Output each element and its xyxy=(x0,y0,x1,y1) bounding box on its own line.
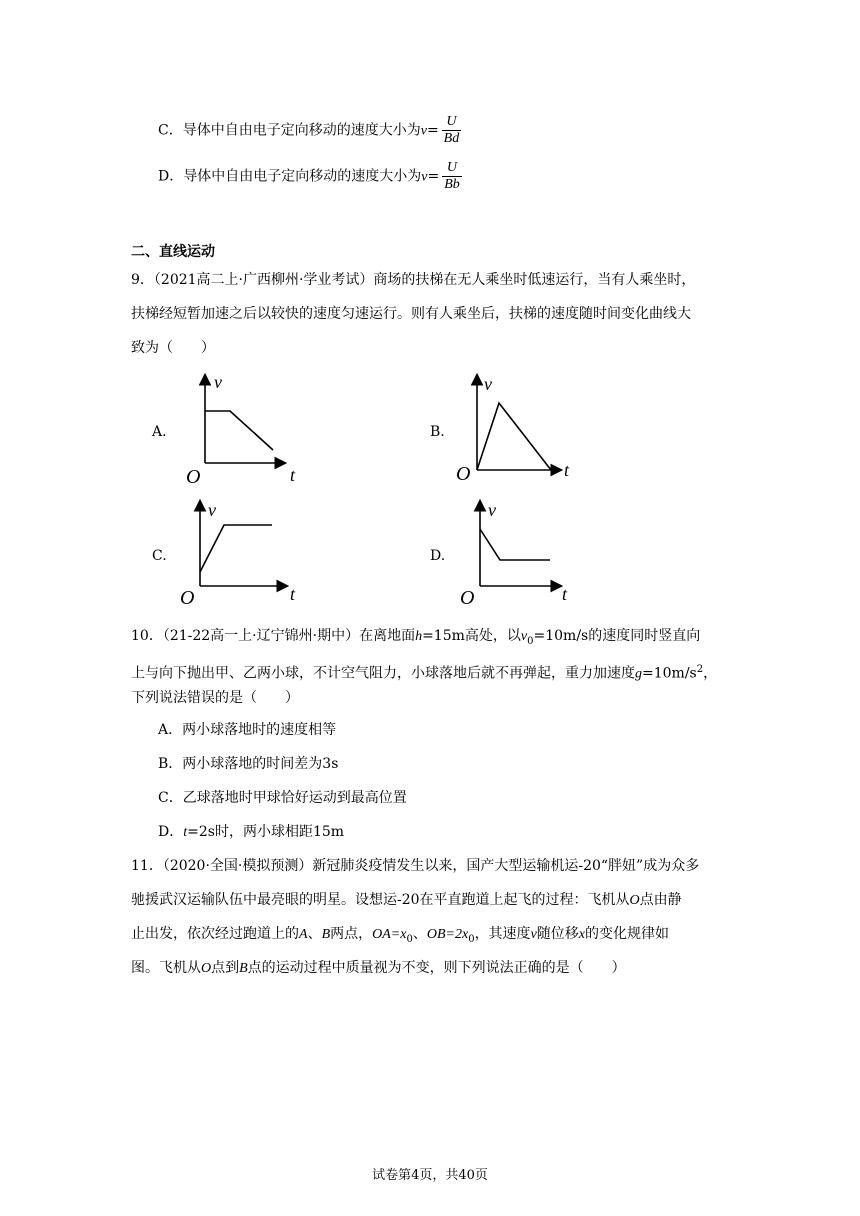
velocity-curve xyxy=(200,525,272,572)
fraction-denominator: Bd xyxy=(443,131,460,146)
q9-line-2: 扶梯经短暂加速之后以较快的速度匀速运行。则有人乘坐后，扶梯的速度随时间变化曲线大 xyxy=(131,306,691,322)
fraction-denominator: Bb xyxy=(444,177,460,192)
q9-line-1: 9．（2021高二上·广西柳州·学业考试）商场的扶梯在无人乘坐时低速运行，当有人乘坐时， xyxy=(131,272,696,288)
point-b-symbol: B xyxy=(239,961,248,976)
q11-line-3 xyxy=(131,924,669,950)
v-axis-label: v xyxy=(488,500,496,520)
q11-text-b: 点由静 xyxy=(639,892,682,908)
point-o-symbol: O xyxy=(201,961,212,976)
time-symbol: t xyxy=(183,825,188,840)
q11-line-4 xyxy=(131,958,626,979)
velocity-curve xyxy=(480,529,550,560)
option-c-graph xyxy=(178,496,308,615)
option-label: B． xyxy=(158,756,183,772)
option-text: =2s时，两小球相距15m xyxy=(187,824,345,840)
origin-label: O xyxy=(460,587,475,609)
q10-text-c: =10m/s的速度同时竖直向 xyxy=(533,628,701,644)
q10-text-d: 上与向下抛出甲、乙两小球，不计空气阻力，小球落地后就不再弹起，重力加速度 xyxy=(131,665,635,682)
point-b-symbol: B xyxy=(321,927,331,942)
displacement-symbol: x xyxy=(578,927,585,942)
option-text: 两小球落地时的速度相等 xyxy=(182,722,337,738)
oa-symbol: OA xyxy=(372,927,391,942)
option-text: 导体中自由电子定向移动的速度大小为 xyxy=(183,168,422,185)
v-axis-label: v xyxy=(214,372,222,392)
t-axis-label: t xyxy=(290,465,296,485)
fraction-numerator: U xyxy=(442,160,462,177)
q10-line-3: 下列说法错误的是（ ） xyxy=(131,690,299,706)
option-label: C． xyxy=(158,790,183,806)
option-a-graph xyxy=(180,368,310,492)
point-a-symbol: A xyxy=(299,927,308,942)
t-axis-label: t xyxy=(564,460,570,480)
v-axis-label: v xyxy=(208,500,216,520)
q11-text-d: 两点， xyxy=(330,926,373,942)
velocity-symbol: v xyxy=(420,123,427,139)
separator: 、 xyxy=(307,926,322,942)
velocity-symbol: v xyxy=(421,169,428,185)
initial-velocity-symbol: v xyxy=(520,629,528,644)
separator: 、 xyxy=(412,926,427,942)
gravity-symbol: g xyxy=(635,666,642,682)
t-axis-label: t xyxy=(290,584,296,604)
v-axis-label: v xyxy=(484,374,492,394)
q10-text-a: 10．（21-22高一上·辽宁锦州·期中）在离地面 xyxy=(131,628,416,644)
velocity-curve xyxy=(205,411,273,450)
t-axis-label: t xyxy=(562,584,568,604)
q10-line-2 xyxy=(131,660,717,685)
section-title: 二、直线运动 xyxy=(131,244,215,260)
velocity-symbol: v xyxy=(530,927,537,942)
option-text: 两小球落地的时间差为3s xyxy=(182,756,339,772)
origin-label: O xyxy=(180,587,195,609)
oa-value: =x xyxy=(390,927,407,942)
q10-option-b xyxy=(158,754,338,774)
option-label: D． xyxy=(158,168,184,185)
superscript-two: 2 xyxy=(696,664,704,675)
point-o-symbol: O xyxy=(629,893,640,908)
q10-text-f: ， xyxy=(703,665,718,682)
fraction xyxy=(442,114,462,147)
q11-line-2 xyxy=(131,890,682,911)
q10-option-a xyxy=(158,720,336,740)
option-label: D． xyxy=(158,824,184,840)
q10-text-e: =10m/s xyxy=(642,665,697,682)
q11-line-1: 11．（2020·全国·模拟预测）新冠肺炎疫情发生以来，国产大型运输机运-20“胖妞”成为众多 xyxy=(131,858,700,874)
subscript-zero: 0 xyxy=(468,933,475,945)
option-c-label: C. xyxy=(152,548,167,564)
q11-text-g: 的变化规律如 xyxy=(585,926,669,942)
equals-sign: = xyxy=(426,122,439,139)
q10-line-1 xyxy=(131,626,700,652)
option-text: 导体中自由电子定向移动的速度大小为 xyxy=(182,122,421,139)
prev-option-d xyxy=(158,160,462,193)
q11-text-j: 点的运动过程中质量视为不变，则下列说法正确的是（ ） xyxy=(247,960,626,976)
option-d-label: D. xyxy=(430,548,446,564)
option-label: C． xyxy=(158,122,183,139)
option-label: A． xyxy=(158,722,183,738)
origin-label: O xyxy=(186,466,201,488)
fraction xyxy=(442,160,462,193)
option-text: 乙球落地时甲球恰好运动到最高位置 xyxy=(182,790,407,806)
origin-label: O xyxy=(456,463,471,485)
fraction-numerator: U xyxy=(442,114,462,131)
height-symbol: h xyxy=(415,629,423,644)
q10-option-c xyxy=(158,788,407,808)
velocity-curve xyxy=(477,403,551,470)
equals-sign: = xyxy=(427,168,440,185)
q10-option-d xyxy=(158,822,344,843)
q11-text-i: 点到 xyxy=(211,960,240,976)
q9-line-3: 致为（ ） xyxy=(131,340,215,356)
option-b-label: B. xyxy=(430,424,445,440)
subscript-zero: 0 xyxy=(527,635,534,647)
q11-text-f: 随位移 xyxy=(536,926,579,942)
q10-text-b: =15m高处，以 xyxy=(422,628,521,644)
prev-option-c xyxy=(158,114,461,147)
q11-text-e: ，其速度 xyxy=(474,926,531,942)
option-d-graph xyxy=(458,496,588,615)
ob-symbol: OB xyxy=(426,927,446,942)
ob-value: =2x xyxy=(445,927,469,942)
page-footer: 试卷第4页，共40页 xyxy=(372,1168,488,1183)
option-b-graph xyxy=(452,368,582,492)
q11-text-c: 止出发，依次经过跑道上的 xyxy=(131,926,299,942)
option-a-label: A. xyxy=(152,424,167,440)
q11-text-a: 驰援武汉运输队伍中最亮眼的明星。设想运-20在平直跑道上起飞的过程：飞机从 xyxy=(131,892,630,908)
subscript-zero: 0 xyxy=(406,933,413,945)
q11-text-h: 图。飞机从 xyxy=(131,960,201,976)
